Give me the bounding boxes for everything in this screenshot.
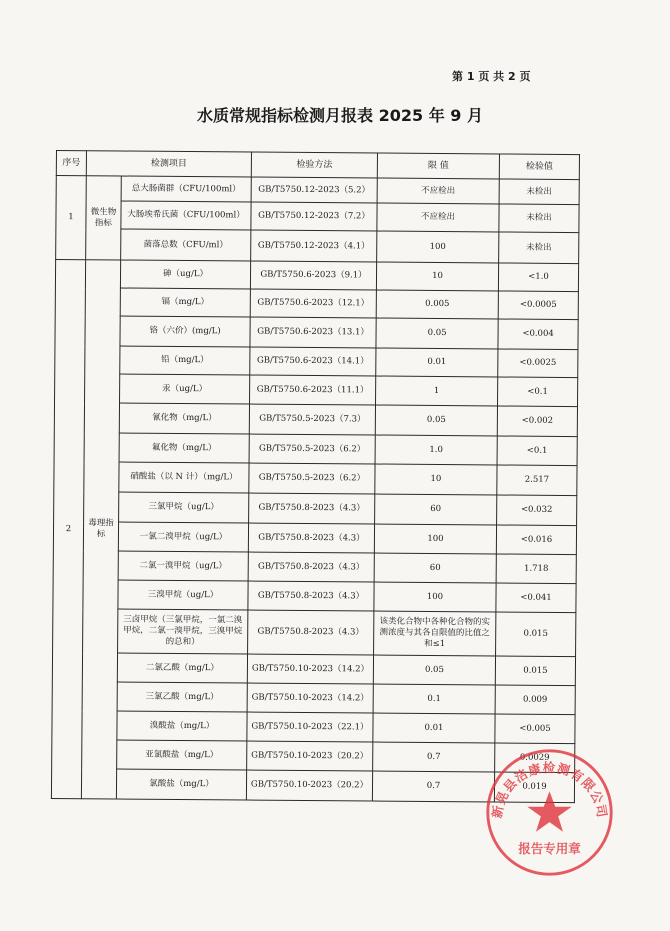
item-cell: 二氯一溴甲烷（ug/L）: [118, 551, 248, 581]
item-cell: 大肠埃希氏菌（CFU/100ml）: [121, 201, 251, 230]
value-cell: 0.015: [496, 612, 576, 657]
item-cell: 氟化物（mg/L）: [119, 433, 249, 463]
method-cell: GB/T5750.6-2023（11.1）: [250, 375, 376, 405]
table-row: [54, 432, 577, 465]
limit-cell: 0.01: [376, 348, 498, 377]
value-cell: 未检出: [499, 232, 579, 264]
value-cell: 1.718: [496, 554, 576, 584]
header-method: 检验方法: [251, 152, 377, 178]
value-cell: <0.0025: [498, 349, 578, 378]
item-cell: 硝酸盐（以 N 计）（mg/L）: [119, 462, 249, 493]
limit-cell: 0.05: [373, 655, 495, 685]
limit-cell: 该类化合物中各种化合物的实测浓度与其各自限值的比值之和≤1: [374, 611, 496, 656]
svg-text:新晃县洁康检测有限公司: 新晃县洁康检测有限公司: [489, 759, 610, 820]
limit-cell: 不应检出: [377, 203, 499, 232]
svg-text:报告专用章: 报告专用章: [518, 841, 581, 856]
value-cell: <0.004: [498, 319, 578, 350]
limit-cell: 0.7: [373, 742, 495, 772]
value-cell: 未检出: [499, 204, 579, 233]
item-cell: 氰化物（mg/L）: [119, 403, 249, 434]
limit-cell: 0.005: [376, 290, 498, 319]
group-seq: 2: [51, 260, 85, 799]
table-row: [55, 260, 578, 292]
table-row: [52, 710, 575, 743]
value-cell: <0.002: [497, 406, 577, 437]
value-cell: 0.019: [494, 772, 574, 803]
value-cell: 0.009: [495, 685, 575, 715]
method-cell: GB/T5750.10-2023（22.1）: [247, 712, 373, 742]
limit-cell: 100: [377, 231, 499, 263]
item-cell: 砷（ug/L）: [120, 260, 250, 289]
table-row: [54, 402, 577, 436]
item-cell: 亚氯酸盐（mg/L）: [117, 740, 247, 770]
group-seq: 1: [56, 176, 87, 260]
item-cell: 铬（六价）(mg/L): [120, 316, 250, 347]
table-row: [56, 229, 579, 264]
value-cell: <0.1: [497, 436, 577, 466]
header-limit: 限 值: [377, 153, 499, 179]
value-cell: 未检出: [499, 179, 579, 205]
value-cell: 0.0029: [495, 743, 575, 773]
method-cell: GB/T5750.6-2023（13.1）: [250, 317, 376, 348]
value-cell: <0.1: [498, 377, 578, 407]
item-cell: 一氯二溴甲烷（ug/L）: [118, 522, 248, 552]
value-cell: <0.041: [496, 583, 576, 613]
value-cell: <1.0: [498, 263, 578, 292]
method-cell: GB/T5750.5-2023（6.2）: [249, 434, 375, 464]
method-cell: GB/T5750.12-2023（5.2）: [251, 177, 377, 203]
table-row: [55, 345, 578, 377]
limit-cell: 60: [375, 494, 497, 525]
method-cell: GB/T5750.12-2023（7.2）: [251, 202, 377, 231]
table-row: [54, 461, 577, 495]
limit-cell: 10: [375, 464, 497, 495]
table-row: [55, 373, 578, 406]
method-cell: GB/T5750.10-2023（20.2）: [247, 741, 373, 771]
item-cell: 溴酸盐（mg/L）: [117, 711, 247, 741]
group-category: 毒理指标: [81, 260, 120, 799]
table-row: [55, 287, 578, 319]
table-row: [53, 608, 576, 656]
item-cell: 三氯乙酸（mg/L）: [117, 682, 247, 712]
group-category: 微生物指标: [86, 176, 122, 260]
method-cell: GB/T5750.8-2023（4.3）: [249, 493, 375, 524]
value-cell: 0.015: [495, 656, 575, 686]
table-row: [54, 491, 577, 525]
report-table: [51, 150, 580, 803]
value-cell: <0.016: [496, 525, 576, 555]
table-row: [55, 315, 578, 349]
item-cell: 菌落总数（CFU/ml）: [121, 229, 251, 261]
limit-cell: 0.01: [373, 713, 495, 743]
limit-cell: 100: [374, 524, 496, 554]
report-title: 水质常规指标检测月报表 2025 年 9 月: [197, 106, 483, 125]
method-cell: GB/T5750.6-2023（14.1）: [250, 347, 376, 376]
table-row: [52, 681, 575, 714]
value-cell: <0.005: [495, 714, 575, 744]
limit-cell: 不应检出: [377, 178, 499, 204]
item-cell: 三氯甲烷（ug/L）: [119, 492, 249, 523]
limit-cell: 1: [376, 376, 498, 406]
item-cell: 镉（mg/L）: [120, 288, 250, 317]
table-row: [53, 521, 576, 554]
method-cell: GB/T5750.8-2023（4.3）: [248, 581, 374, 611]
limit-cell: 0.05: [375, 405, 497, 436]
item-cell: 铅（mg/L）: [120, 346, 250, 375]
method-cell: GB/T5750.5-2023（7.3）: [249, 404, 375, 435]
item-cell: 总大肠菌群（CFU/100ml）: [121, 176, 251, 202]
value-cell: 2.517: [497, 465, 577, 496]
company-seal: [482, 745, 617, 880]
method-cell: GB/T5750.5-2023（6.2）: [249, 463, 375, 494]
header-seq: 序号: [56, 151, 86, 176]
method-cell: GB/T5750.6-2023（12.1）: [250, 289, 376, 318]
header-item: 检测项目: [86, 151, 251, 177]
method-cell: GB/T5750.8-2023（4.3）: [248, 610, 374, 655]
table-row: [53, 579, 576, 612]
table-row: [53, 550, 576, 583]
method-cell: GB/T5750.8-2023（4.3）: [248, 552, 374, 582]
page-number: 第 1 页 共 2 页: [452, 70, 531, 83]
limit-cell: 0.1: [373, 684, 495, 714]
method-cell: GB/T5750.6-2023（9.1）: [250, 261, 376, 290]
method-cell: GB/T5750.10-2023（14.2）: [247, 683, 373, 713]
item-cell: 汞（ug/L）: [120, 374, 250, 404]
method-cell: GB/T5750.8-2023（4.3）: [248, 523, 374, 553]
limit-cell: 0.05: [376, 318, 498, 349]
table-row: [56, 201, 579, 233]
item-cell: 氯酸盐（mg/L）: [116, 769, 246, 800]
value-cell: <0.032: [497, 495, 577, 526]
item-cell: 三溴甲烷（ug/L）: [118, 580, 248, 610]
table-row: [52, 652, 575, 685]
method-cell: GB/T5750.12-2023（4.1）: [251, 230, 377, 262]
item-cell: 二氯乙酸（mg/L）: [117, 653, 247, 683]
table-body: [51, 176, 579, 803]
limit-cell: 100: [374, 582, 496, 612]
limit-cell: 0.7: [372, 771, 494, 802]
limit-cell: 1.0: [375, 435, 497, 465]
limit-cell: 60: [374, 553, 496, 583]
method-cell: GB/T5750.10-2023（14.2）: [247, 654, 373, 684]
limit-cell: 10: [376, 262, 498, 291]
value-cell: <0.0005: [498, 291, 578, 320]
item-cell: 三卤甲烷（三氯甲烷，一氯二溴甲烷，二氯一溴甲烷，三溴甲烷的总和）: [118, 609, 248, 654]
header-value: 检验值: [499, 154, 579, 180]
method-cell: GB/T5750.10-2023（20.2）: [246, 770, 372, 801]
